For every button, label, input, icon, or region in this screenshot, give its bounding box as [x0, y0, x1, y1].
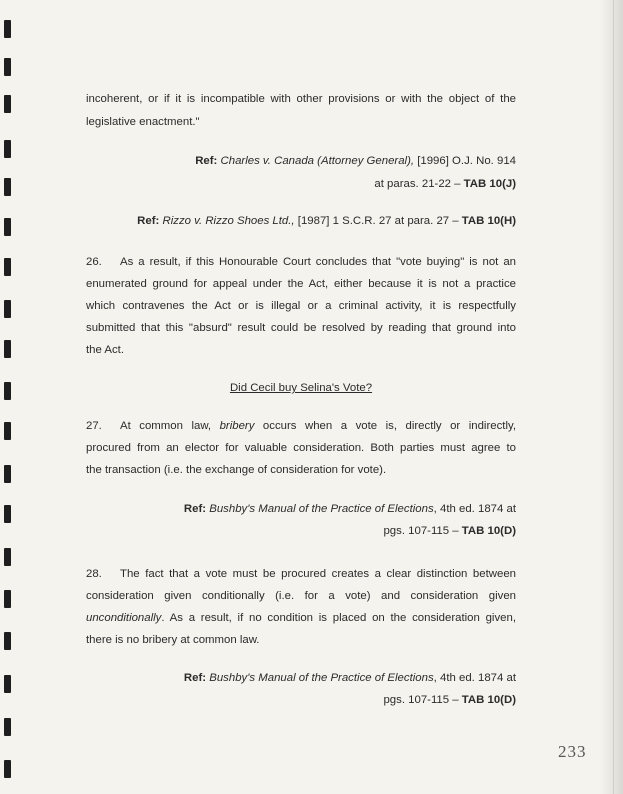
ref-label: Ref: — [183, 672, 207, 684]
ref-tab: TAB 10(D) — [461, 525, 516, 537]
continued-line-2: legislative enactment." — [86, 116, 200, 128]
para-28-line-4: there is no bribery at common law. — [86, 634, 260, 646]
ref-charles-line-2 — [86, 176, 516, 192]
para-27-emphasis: bribery — [219, 420, 255, 432]
para-26-line-1 — [86, 254, 516, 270]
ref-label: Ref: — [137, 215, 160, 227]
ref-tab: TAB 10(J) — [463, 178, 516, 190]
ref-rizzo — [86, 213, 516, 229]
para-28-text-1: The fact that a vote must be procured creates a clear distinction between — [120, 568, 516, 580]
ref-label: Ref: — [195, 155, 218, 167]
ref-citation: [1996] O.J. No. 914 — [414, 155, 516, 167]
para-26-line-2: enumerated ground for appeal under the Act, either because it is not a practice — [86, 278, 516, 290]
ref-bushby-1-line-2 — [86, 523, 516, 539]
ref-book-title: Bushby's Manual of the Practice of Elections — [209, 672, 434, 684]
continued-line-1: incoherent, or if it is incompatible with other provisions or with the object of the — [86, 93, 516, 105]
para-27-line-3: the transaction (i.e. the exchange of consideration for vote). — [86, 464, 387, 476]
paragraph-number: 28. — [86, 568, 102, 580]
para-26-line-5: the Act. — [86, 344, 124, 356]
para-26-line-3: which contravenes the Act or is illegal or a criminal activity, it is respectfully — [86, 300, 516, 312]
ref-case-name: Charles v. Canada (Attorney General), — [220, 155, 415, 167]
binding-holes — [0, 0, 22, 794]
ref-book-title: Bushby's Manual of the Practice of Elections — [209, 503, 434, 515]
section-heading — [86, 380, 516, 396]
ref-pinpoint: pgs. 107-115 – — [383, 694, 462, 706]
ref-citation: [1987] 1 S.C.R. 27 at para. 27 – — [294, 215, 462, 227]
heading-text: Did Cecil buy Selina's Vote? — [229, 382, 373, 394]
ref-pinpoint: at paras. 21-22 – — [374, 178, 464, 190]
para-28-line-1 — [86, 566, 516, 582]
para-27-line-1 — [86, 418, 516, 434]
ref-edition: , 4th ed. 1874 at — [433, 672, 516, 684]
ref-label: Ref: — [183, 503, 207, 515]
paragraph-number: 27. — [86, 420, 102, 432]
para-27-line-2: procured from an elector for valuable consideration. Both parties must agree to — [86, 442, 516, 454]
ref-edition: , 4th ed. 1874 at — [433, 503, 516, 515]
para-27-text-1b: occurs when a vote is, directly or indirectly, — [254, 420, 516, 432]
page-edge-line — [613, 0, 614, 794]
para-28-emphasis: unconditionally — [86, 612, 162, 624]
ref-case-name: Rizzo v. Rizzo Shoes Ltd., — [162, 215, 295, 227]
paragraph-number: 26. — [86, 256, 102, 268]
ref-bushby-2-line-2 — [86, 692, 516, 708]
para-28-line-2: consideration given conditionally (i.e. for a vote) and consideration given — [86, 590, 516, 602]
ref-tab: TAB 10(D) — [461, 694, 516, 706]
ref-pinpoint: pgs. 107-115 – — [383, 525, 462, 537]
para-28-text-3: . As a result, if no condition is placed on the consideration given, — [161, 612, 516, 624]
ref-charles-line-1 — [86, 153, 516, 169]
ref-tab: TAB 10(H) — [461, 215, 516, 227]
ref-bushby-1-line-1 — [86, 501, 516, 517]
para-26-text-1: As a result, if this Honourable Court concludes that "vote buying" is not an — [120, 256, 516, 268]
para-27-text-1a: At common law, — [120, 420, 220, 432]
para-26-line-4: submitted that this "absurd" result could be resolved by reading that ground into — [86, 322, 516, 334]
page-number: 233 — [558, 742, 587, 761]
para-28-line-3 — [86, 610, 516, 626]
page-edge — [600, 0, 623, 794]
ref-bushby-2-line-1 — [86, 670, 516, 686]
